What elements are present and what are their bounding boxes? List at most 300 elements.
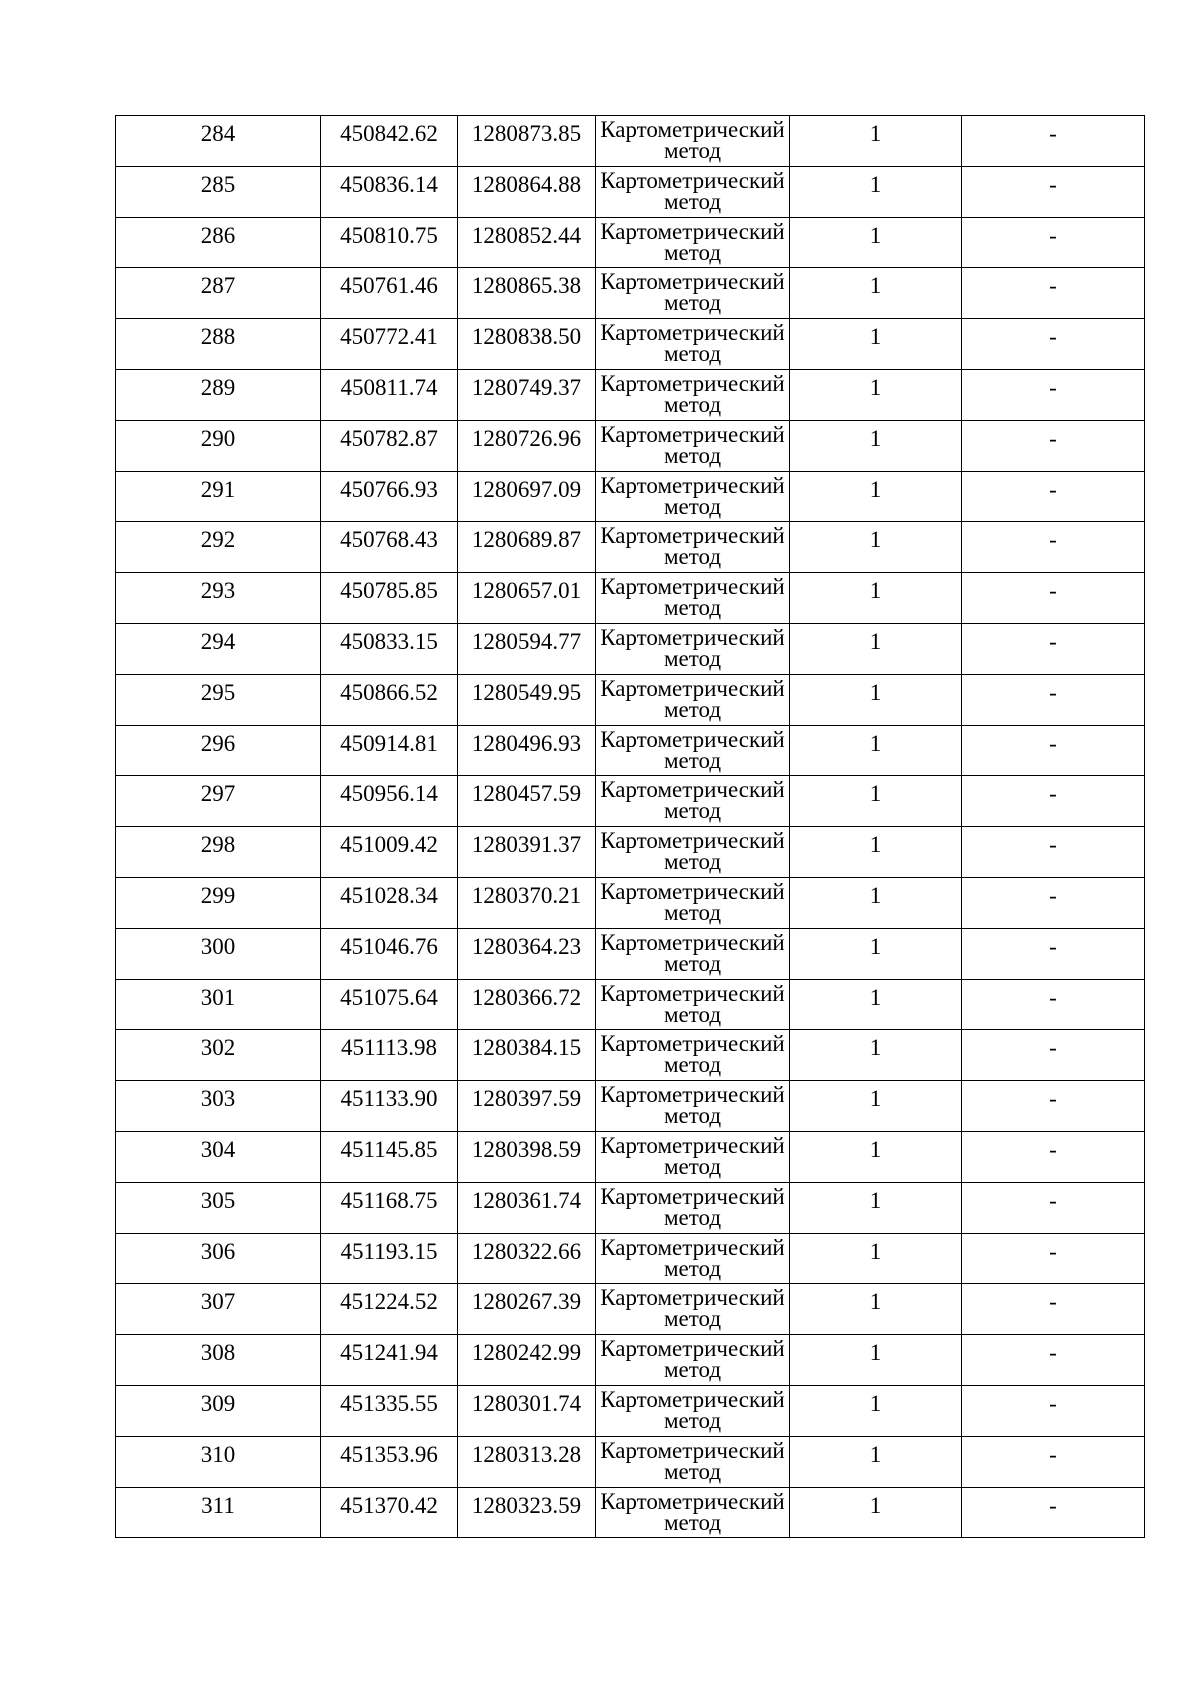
- point-number-cell: [116, 319, 321, 370]
- precision-value: 1: [869, 882, 882, 908]
- note-cell: [962, 522, 1145, 573]
- note-value: -: [1049, 121, 1057, 146]
- x-coordinate-cell: [321, 776, 458, 827]
- x-coordinate: 451113.98: [340, 1035, 438, 1061]
- point-number: 303: [200, 1086, 236, 1112]
- precision-cell: [790, 1030, 962, 1081]
- y-coordinate: 1280370.21: [471, 882, 582, 908]
- x-coordinate-cell: [321, 268, 458, 319]
- precision-value: 1: [869, 1492, 882, 1518]
- method-line-1: Картометрический: [600, 523, 785, 549]
- note-cell: [962, 420, 1145, 471]
- note-value: -: [1049, 476, 1057, 502]
- precision-cell: [790, 776, 962, 827]
- point-number-cell: [116, 1081, 321, 1132]
- y-coordinate: 1280726.96: [471, 425, 582, 451]
- point-number-cell: [116, 1131, 321, 1182]
- y-coordinate-cell: [458, 471, 596, 522]
- method-line-1: Картометрический: [600, 777, 785, 803]
- note-value: -: [1049, 1035, 1057, 1061]
- method-line-2: метод: [663, 1255, 722, 1281]
- note-value: -: [1049, 679, 1057, 705]
- x-coordinate: 450836.14: [340, 171, 438, 197]
- y-coordinate: 1280594.77: [471, 628, 582, 654]
- note-cell: [962, 674, 1145, 725]
- x-coordinate: 450785.85: [340, 578, 438, 604]
- table-row: [116, 979, 1145, 1030]
- y-coordinate-cell: [458, 1131, 596, 1182]
- table-row: [116, 1081, 1145, 1132]
- precision-value: 1: [869, 933, 882, 959]
- table-row: [116, 1385, 1145, 1436]
- x-coordinate-cell: [321, 623, 458, 674]
- precision-value: 1: [869, 1086, 882, 1112]
- precision-value: 1: [869, 832, 882, 858]
- method-line-1: Картометрический: [600, 1234, 785, 1260]
- point-number-cell: [116, 217, 321, 268]
- method-line-1: Картометрический: [600, 1082, 785, 1108]
- point-number-cell: [116, 827, 321, 878]
- method-line-2: метод: [663, 341, 722, 367]
- point-number: 304: [200, 1136, 236, 1162]
- y-coordinate-cell: [458, 674, 596, 725]
- note-value: -: [1049, 1086, 1057, 1112]
- x-coordinate: 450866.52: [340, 679, 438, 705]
- method-line-1: Картометрический: [600, 1386, 785, 1412]
- x-coordinate-cell: [321, 674, 458, 725]
- method-line-1: Картометрический: [600, 1132, 785, 1158]
- table-row: [116, 166, 1145, 217]
- method-line-2: метод: [663, 849, 722, 875]
- table-row: [116, 877, 1145, 928]
- point-number: 307: [200, 1289, 236, 1315]
- x-coordinate: 451028.34: [340, 882, 438, 908]
- y-coordinate: 1280865.38: [471, 273, 582, 299]
- method-cell: [596, 471, 790, 522]
- precision-value: 1: [869, 527, 882, 553]
- precision-cell: [790, 1081, 962, 1132]
- table-row: [116, 1182, 1145, 1233]
- method-line-2: метод: [663, 442, 722, 468]
- table-row: [116, 1233, 1145, 1284]
- y-coordinate: 1280366.72: [471, 984, 582, 1010]
- point-number: 284: [200, 121, 236, 146]
- method-cell: [596, 674, 790, 725]
- table-row: [116, 928, 1145, 979]
- method-cell: [596, 1030, 790, 1081]
- method-line-2: метод: [663, 1204, 722, 1230]
- x-coordinate: 451335.55: [340, 1390, 438, 1416]
- method-cell: [596, 979, 790, 1030]
- y-coordinate: 1280496.93: [471, 730, 582, 756]
- method-line-2: метод: [663, 950, 722, 976]
- precision-value: 1: [869, 222, 882, 248]
- precision-value: 1: [869, 171, 882, 197]
- point-number: 296: [200, 730, 236, 756]
- method-line-1: Картометрический: [600, 167, 785, 193]
- note-value: -: [1049, 832, 1057, 858]
- note-cell: [962, 1182, 1145, 1233]
- y-coordinate: 1280323.59: [471, 1492, 582, 1518]
- point-number-cell: [116, 1233, 321, 1284]
- method-line-2: метод: [663, 290, 722, 316]
- method-cell: [596, 1487, 790, 1538]
- precision-value: 1: [869, 425, 882, 451]
- note-value: -: [1049, 171, 1057, 197]
- note-value: -: [1049, 1187, 1057, 1213]
- note-cell: [962, 928, 1145, 979]
- precision-value: 1: [869, 679, 882, 705]
- x-coordinate-cell: [321, 877, 458, 928]
- precision-value: 1: [869, 984, 882, 1010]
- note-cell: [962, 319, 1145, 370]
- x-coordinate: 451224.52: [340, 1289, 438, 1315]
- method-line-1: Картометрический: [600, 472, 785, 498]
- table-row: [116, 116, 1145, 167]
- note-cell: [962, 1385, 1145, 1436]
- x-coordinate: 451133.90: [340, 1086, 438, 1112]
- method-line-2: метод: [663, 1103, 722, 1129]
- method-line-2: метод: [663, 1306, 722, 1332]
- table-row: [116, 827, 1145, 878]
- note-cell: [962, 1233, 1145, 1284]
- precision-value: 1: [869, 781, 882, 807]
- x-coordinate: 450956.14: [340, 781, 438, 807]
- x-coordinate-cell: [321, 725, 458, 776]
- method-line-1: Картометрический: [600, 828, 785, 854]
- method-cell: [596, 319, 790, 370]
- point-number-cell: [116, 1487, 321, 1538]
- note-cell: [962, 979, 1145, 1030]
- table-row: [116, 1131, 1145, 1182]
- y-coordinate: 1280689.87: [471, 527, 582, 553]
- method-line-1: Картометрический: [600, 878, 785, 904]
- table-row: [116, 369, 1145, 420]
- point-number: 288: [200, 324, 236, 350]
- method-cell: [596, 776, 790, 827]
- point-number-cell: [116, 928, 321, 979]
- y-coordinate-cell: [458, 979, 596, 1030]
- method-cell: [596, 877, 790, 928]
- point-number-cell: [116, 1182, 321, 1233]
- x-coordinate: 451009.42: [340, 832, 438, 858]
- point-number: 291: [200, 476, 236, 502]
- note-value: -: [1049, 933, 1057, 959]
- y-coordinate: 1280391.37: [471, 832, 582, 858]
- x-coordinate: 451353.96: [340, 1441, 438, 1467]
- x-coordinate-cell: [321, 1233, 458, 1284]
- x-coordinate-cell: [321, 928, 458, 979]
- note-cell: [962, 369, 1145, 420]
- x-coordinate: 451075.64: [340, 984, 438, 1010]
- x-coordinate-cell: [321, 1030, 458, 1081]
- method-line-2: метод: [663, 1052, 722, 1078]
- precision-cell: [790, 319, 962, 370]
- point-number-cell: [116, 725, 321, 776]
- method-cell: [596, 928, 790, 979]
- note-cell: [962, 1030, 1145, 1081]
- y-coordinate: 1280398.59: [471, 1136, 582, 1162]
- point-number: 302: [200, 1035, 236, 1061]
- method-cell: [596, 1385, 790, 1436]
- point-number: 295: [200, 679, 236, 705]
- point-number-cell: [116, 573, 321, 624]
- note-value: -: [1049, 1441, 1057, 1467]
- method-cell: [596, 623, 790, 674]
- x-coordinate-cell: [321, 1385, 458, 1436]
- y-coordinate: 1280301.74: [471, 1390, 582, 1416]
- note-value: -: [1049, 222, 1057, 248]
- precision-value: 1: [869, 476, 882, 502]
- point-number: 301: [200, 984, 236, 1010]
- x-coordinate: 450914.81: [340, 730, 438, 756]
- point-number: 290: [200, 425, 236, 451]
- precision-cell: [790, 979, 962, 1030]
- x-coordinate-cell: [321, 979, 458, 1030]
- note-cell: [962, 1081, 1145, 1132]
- precision-cell: [790, 522, 962, 573]
- method-line-2: метод: [663, 747, 722, 773]
- precision-cell: [790, 1335, 962, 1386]
- method-cell: [596, 573, 790, 624]
- table-row: [116, 623, 1145, 674]
- note-cell: [962, 1131, 1145, 1182]
- point-number: 311: [201, 1492, 235, 1518]
- point-number: 286: [200, 222, 236, 248]
- x-coordinate-cell: [321, 827, 458, 878]
- x-coordinate-cell: [321, 1284, 458, 1335]
- precision-value: 1: [869, 374, 882, 400]
- y-coordinate: 1280322.66: [471, 1238, 582, 1264]
- note-cell: [962, 116, 1145, 167]
- precision-value: 1: [869, 121, 882, 146]
- y-coordinate: 1280384.15: [471, 1035, 582, 1061]
- y-coordinate: 1280657.01: [471, 578, 582, 604]
- note-value: -: [1049, 1390, 1057, 1416]
- table-row: [116, 268, 1145, 319]
- table-row: [116, 471, 1145, 522]
- note-cell: [962, 573, 1145, 624]
- note-value: -: [1049, 324, 1057, 350]
- precision-cell: [790, 1233, 962, 1284]
- note-cell: [962, 471, 1145, 522]
- point-number-cell: [116, 420, 321, 471]
- point-number-cell: [116, 522, 321, 573]
- note-cell: [962, 1487, 1145, 1538]
- note-value: -: [1049, 374, 1057, 400]
- y-coordinate-cell: [458, 623, 596, 674]
- x-coordinate-cell: [321, 369, 458, 420]
- x-coordinate-cell: [321, 1131, 458, 1182]
- x-coordinate: 450833.15: [340, 628, 438, 654]
- x-coordinate-cell: [321, 1487, 458, 1538]
- point-number-cell: [116, 877, 321, 928]
- y-coordinate-cell: [458, 827, 596, 878]
- method-line-1: Картометрический: [600, 320, 785, 346]
- point-number: 287: [200, 273, 236, 299]
- y-coordinate-cell: [458, 573, 596, 624]
- note-cell: [962, 725, 1145, 776]
- y-coordinate-cell: [458, 877, 596, 928]
- point-number-cell: [116, 369, 321, 420]
- x-coordinate: 451046.76: [340, 933, 438, 959]
- x-coordinate: 450842.62: [340, 121, 438, 146]
- table-row: [116, 319, 1145, 370]
- point-number: 305: [200, 1187, 236, 1213]
- y-coordinate: 1280697.09: [471, 476, 582, 502]
- table-row: [116, 522, 1145, 573]
- coordinates-table-body: [116, 116, 1145, 1538]
- method-line-1: Картометрический: [600, 370, 785, 396]
- method-line-2: метод: [663, 391, 722, 417]
- table-row: [116, 725, 1145, 776]
- precision-cell: [790, 1385, 962, 1436]
- precision-cell: [790, 623, 962, 674]
- y-coordinate-cell: [458, 1436, 596, 1487]
- method-line-1: Картометрический: [600, 675, 785, 701]
- method-cell: [596, 268, 790, 319]
- y-coordinate-cell: [458, 420, 596, 471]
- y-coordinate-cell: [458, 1487, 596, 1538]
- table-row: [116, 1335, 1145, 1386]
- y-coordinate: 1280364.23: [471, 933, 582, 959]
- table-row: [116, 217, 1145, 268]
- precision-cell: [790, 725, 962, 776]
- precision-value: 1: [869, 1289, 882, 1315]
- y-coordinate-cell: [458, 116, 596, 167]
- precision-cell: [790, 420, 962, 471]
- point-number-cell: [116, 116, 321, 167]
- note-cell: [962, 268, 1145, 319]
- method-line-2: метод: [663, 1001, 722, 1027]
- method-line-1: Картометрический: [600, 117, 785, 142]
- y-coordinate-cell: [458, 725, 596, 776]
- y-coordinate-cell: [458, 1182, 596, 1233]
- method-line-2: метод: [663, 645, 722, 671]
- y-coordinate: 1280549.95: [471, 679, 582, 705]
- note-value: -: [1049, 1238, 1057, 1264]
- table-row: [116, 1487, 1145, 1538]
- x-coordinate-cell: [321, 420, 458, 471]
- y-coordinate-cell: [458, 522, 596, 573]
- x-coordinate: 450768.43: [340, 527, 438, 553]
- y-coordinate: 1280873.85: [471, 121, 582, 146]
- note-value: -: [1049, 1492, 1057, 1518]
- method-line-1: Картометрический: [600, 1488, 785, 1514]
- precision-cell: [790, 827, 962, 878]
- note-cell: [962, 877, 1145, 928]
- x-coordinate: 451241.94: [340, 1340, 438, 1366]
- precision-value: 1: [869, 1035, 882, 1061]
- y-coordinate-cell: [458, 1284, 596, 1335]
- precision-cell: [790, 1487, 962, 1538]
- precision-cell: [790, 928, 962, 979]
- x-coordinate: 450766.93: [340, 476, 438, 502]
- y-coordinate-cell: [458, 166, 596, 217]
- precision-cell: [790, 573, 962, 624]
- method-cell: [596, 725, 790, 776]
- method-line-2: метод: [663, 696, 722, 722]
- precision-value: 1: [869, 1441, 882, 1467]
- point-number-cell: [116, 979, 321, 1030]
- y-coordinate: 1280457.59: [471, 781, 582, 807]
- method-line-1: Картометрический: [600, 1437, 785, 1463]
- point-number: 297: [200, 781, 236, 807]
- precision-cell: [790, 369, 962, 420]
- point-number: 306: [200, 1238, 236, 1264]
- method-line-1: Картометрический: [600, 1183, 785, 1209]
- y-coordinate-cell: [458, 1081, 596, 1132]
- x-coordinate-cell: [321, 1081, 458, 1132]
- note-value: -: [1049, 527, 1057, 553]
- x-coordinate: 451168.75: [340, 1187, 438, 1213]
- y-coordinate: 1280397.59: [471, 1086, 582, 1112]
- y-coordinate-cell: [458, 1335, 596, 1386]
- x-coordinate-cell: [321, 471, 458, 522]
- method-cell: [596, 369, 790, 420]
- y-coordinate-cell: [458, 369, 596, 420]
- method-line-2: метод: [663, 899, 722, 925]
- method-line-1: Картометрический: [600, 726, 785, 752]
- method-cell: [596, 522, 790, 573]
- method-cell: [596, 1081, 790, 1132]
- point-number-cell: [116, 1335, 321, 1386]
- note-cell: [962, 1436, 1145, 1487]
- precision-cell: [790, 217, 962, 268]
- y-coordinate-cell: [458, 1030, 596, 1081]
- method-cell: [596, 1436, 790, 1487]
- point-number: 298: [200, 832, 236, 858]
- method-line-2: метод: [663, 1509, 722, 1535]
- method-cell: [596, 166, 790, 217]
- y-coordinate: 1280242.99: [471, 1340, 582, 1366]
- table-row: [116, 1436, 1145, 1487]
- precision-cell: [790, 1284, 962, 1335]
- x-coordinate: 451193.15: [340, 1238, 438, 1264]
- point-number: 300: [200, 933, 236, 959]
- x-coordinate-cell: [321, 1182, 458, 1233]
- note-value: -: [1049, 273, 1057, 299]
- precision-value: 1: [869, 578, 882, 604]
- y-coordinate: 1280749.37: [471, 374, 582, 400]
- method-cell: [596, 1131, 790, 1182]
- precision-value: 1: [869, 1390, 882, 1416]
- precision-cell: [790, 1182, 962, 1233]
- note-value: -: [1049, 578, 1057, 604]
- x-coordinate: 450761.46: [340, 273, 438, 299]
- method-line-1: Картометрический: [600, 624, 785, 650]
- method-line-1: Картометрический: [600, 421, 785, 447]
- method-line-2: метод: [663, 239, 722, 265]
- method-line-1: Картометрический: [600, 1031, 785, 1057]
- point-number-cell: [116, 166, 321, 217]
- precision-cell: [790, 674, 962, 725]
- point-number-cell: [116, 776, 321, 827]
- point-number: 308: [200, 1340, 236, 1366]
- table-row: [116, 674, 1145, 725]
- y-coordinate: 1280267.39: [471, 1289, 582, 1315]
- precision-value: 1: [869, 1238, 882, 1264]
- note-cell: [962, 1335, 1145, 1386]
- table-row: [116, 1284, 1145, 1335]
- y-coordinate-cell: [458, 217, 596, 268]
- y-coordinate-cell: [458, 268, 596, 319]
- note-value: -: [1049, 1340, 1057, 1366]
- note-value: -: [1049, 425, 1057, 451]
- table-row: [116, 573, 1145, 624]
- note-value: -: [1049, 781, 1057, 807]
- y-coordinate-cell: [458, 1233, 596, 1284]
